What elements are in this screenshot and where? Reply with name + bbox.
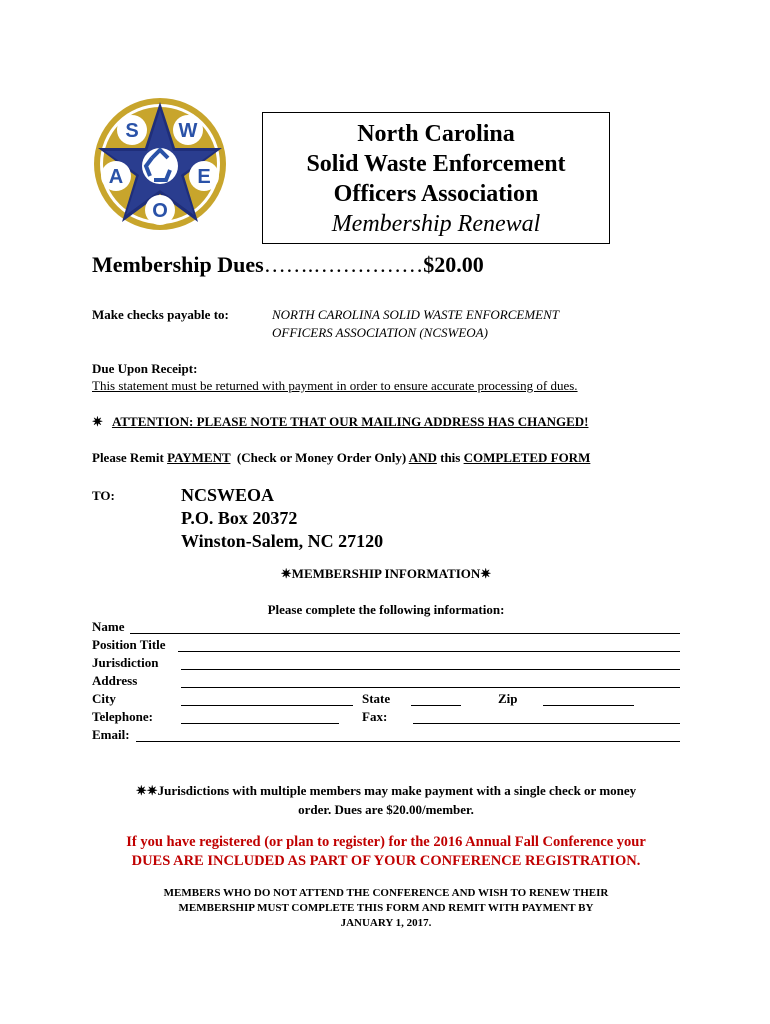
jurisdiction-field[interactable] — [181, 669, 680, 670]
dues-label: Membership Dues — [92, 252, 264, 277]
attention-line — [92, 414, 588, 430]
name-row — [92, 619, 680, 637]
jurisdiction-row — [92, 655, 680, 673]
state-label: State — [362, 691, 391, 706]
remit-and: AND — [408, 450, 437, 465]
remit-line — [92, 450, 590, 466]
telephone-label: Telephone: — [92, 709, 153, 724]
instructions: Please complete the following information: — [267, 602, 505, 617]
note-line-1: ✷✷Jurisdictions with multiple members may make payment with a single check or money — [135, 783, 637, 798]
logo-letter-a: A — [108, 166, 124, 188]
name-label: Name — [92, 619, 125, 634]
dues-dots: …….…………… — [263, 252, 424, 277]
title-line-3: Officers Association — [333, 181, 539, 207]
footer-line-2: MEMBERSHIP MUST COMPLETE THIS FORM AND REMIT WITH PAYMENT BY — [178, 902, 594, 914]
mailing-address — [181, 484, 383, 553]
email-field[interactable] — [136, 741, 680, 742]
state-field[interactable] — [411, 705, 461, 706]
position-label: Position Title — [92, 637, 166, 652]
due-heading: Due Upon Receipt: — [92, 361, 198, 376]
conference-line-2: DUES ARE INCLUDED AS PART OF YOUR CONFERENCE REGISTRATION. — [131, 853, 641, 869]
membership-dues — [92, 252, 484, 278]
note-line-2: order. Dues are $20.00/member. — [298, 802, 474, 817]
logo-letter-e: E — [197, 166, 211, 188]
payable-label: Make checks payable to: — [92, 307, 229, 322]
remit-part-1: Please Remit — [92, 450, 168, 465]
fax-label: Fax: — [362, 709, 388, 724]
telephone-field[interactable] — [181, 723, 339, 724]
city-row — [92, 691, 680, 709]
address-field[interactable] — [181, 687, 680, 688]
logo-letter-w: W — [178, 120, 198, 142]
multiple-members-note — [82, 781, 690, 819]
footer-line-3: JANUARY 1, 2017. — [340, 917, 432, 929]
dues-amount: $20.00 — [423, 252, 484, 277]
payable-line-2: OFFICERS ASSOCIATION (NCSWEOA) — [272, 325, 488, 340]
due-text: This statement must be returned with payment in order to ensure accurate processing of dues. — [92, 378, 578, 393]
zip-field[interactable] — [543, 705, 634, 706]
email-label: Email: — [92, 727, 130, 742]
remit-payment: PAYMENT — [167, 450, 231, 465]
zip-label: Zip — [498, 691, 518, 706]
logo-letter-s: S — [125, 120, 139, 142]
conference-line-1: If you have registered (or plan to register) for the 2016 Annual Fall Conference your — [126, 834, 646, 850]
city-label: City — [92, 691, 116, 706]
remit-part-3: (Check or Money Order Only) — [230, 450, 409, 465]
footer-notice — [82, 886, 690, 931]
payable-line-1: NORTH CAROLINA SOLID WASTE ENFORCEMENT — [272, 307, 560, 322]
address-line-1: NCSWEOA — [181, 485, 275, 505]
email-row — [92, 727, 680, 745]
star-icon: ✷ — [92, 414, 103, 429]
position-row — [92, 637, 680, 655]
position-field[interactable] — [178, 651, 680, 652]
association-logo — [92, 96, 228, 232]
conference-notice — [82, 833, 690, 871]
title-line-1: North Carolina — [357, 121, 515, 147]
address-line-2: P.O. Box 20372 — [181, 508, 298, 528]
logo-letter-o: O — [152, 200, 168, 222]
title-line-4: Membership Renewal — [331, 211, 541, 237]
address-label: Address — [92, 673, 138, 688]
title-line-2: Solid Waste Enforcement — [306, 151, 566, 177]
title-box — [262, 112, 610, 244]
fax-field[interactable] — [413, 723, 680, 724]
address-line-3: Winston-Salem, NC 27120 — [181, 531, 384, 551]
footer-line-1: MEMBERS WHO DO NOT ATTEND THE CONFERENCE AND WISH TO RENEW THEIR — [163, 887, 609, 899]
city-field[interactable] — [181, 705, 353, 706]
name-field[interactable] — [130, 633, 680, 634]
jurisdiction-label: Jurisdiction — [92, 655, 159, 670]
remit-completed-form: COMPLETED FORM — [463, 450, 591, 465]
attention-text: ATTENTION: PLEASE NOTE THAT OUR MAILING ADDRESS HAS CHANGED! — [111, 414, 589, 429]
address-row — [92, 673, 680, 691]
membership-info-heading: ✷MEMBERSHIP INFORMATION✷ — [280, 566, 492, 581]
remit-part-5: this — [436, 450, 464, 465]
telephone-row — [92, 709, 680, 727]
to-label: TO: — [92, 488, 115, 503]
